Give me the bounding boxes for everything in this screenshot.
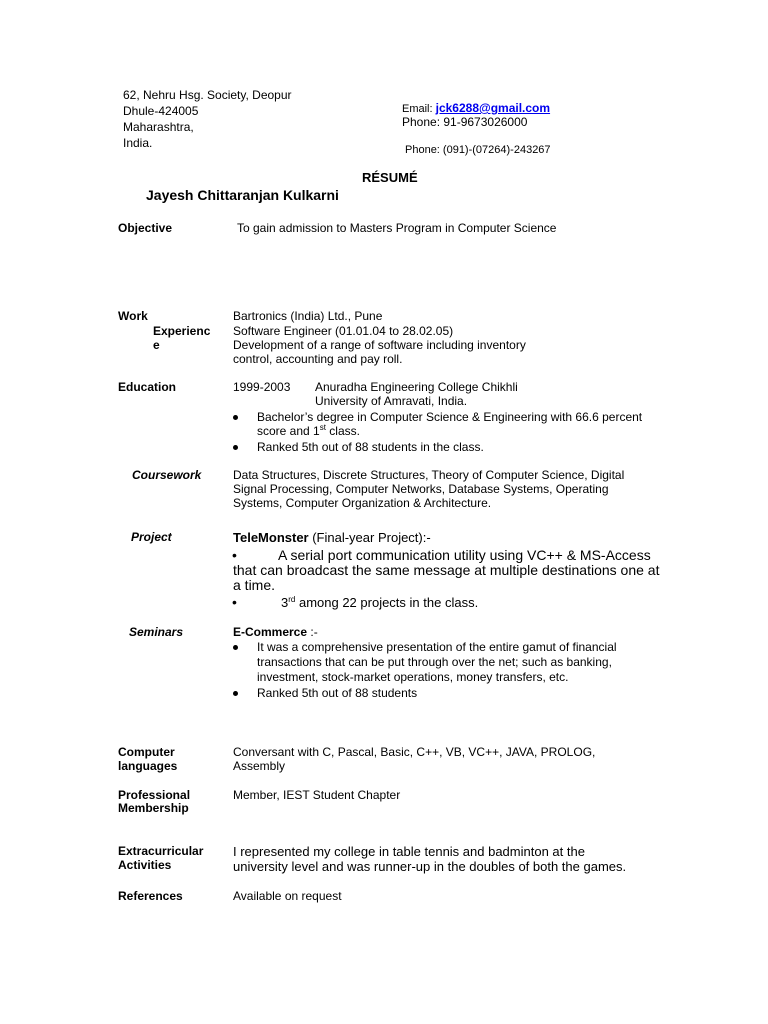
seminars-label: Seminars xyxy=(129,625,184,639)
seminar-bullet-1-line-3: investment, stock-market operations, money transfers, etc. xyxy=(257,670,569,684)
seminar-bullet-2: Ranked 5th out of 88 students xyxy=(257,686,418,700)
email-link[interactable]: jck6288@gmail.com xyxy=(435,101,551,115)
work-desc-2: control, accounting and pay roll. xyxy=(233,352,403,366)
languages-line-1: Conversant with C, Pascal, Basic, C++, VB, VC++, JAVA, PROLOG, xyxy=(233,745,596,759)
seminar-heading xyxy=(233,625,318,639)
phone-landline: Phone: (091)-(07264)-243267 xyxy=(405,144,551,156)
project-bullet-2-dot: • xyxy=(232,594,237,610)
languages-label-1: Computer xyxy=(118,745,175,759)
languages-line-2: Assembly xyxy=(233,759,286,773)
languages-label-2: languages xyxy=(118,759,178,773)
education-bullet-1-text-b: class. xyxy=(325,424,360,438)
address-line-3: Maharashtra, xyxy=(123,120,194,134)
seminar-bullet-1-line-2: transactions that can be put through over the net; such as banking, xyxy=(257,655,612,669)
seminar-topic: E-Commerce xyxy=(233,625,308,639)
education-bullet-1-line-1: Bachelor’s degree in Computer Science & Engineering with 66.6 percent xyxy=(257,410,643,424)
education-years: 1999-2003 xyxy=(233,380,291,394)
extracurricular-label-1: Extracurricular xyxy=(118,844,204,858)
superscript-rd: rd xyxy=(288,595,296,604)
project-bullet-2-text: among 22 projects in the class. xyxy=(295,595,479,610)
project-bullet-2-rank: 3 xyxy=(281,595,289,610)
education-bullet-2: Ranked 5th out of 88 students in the class. xyxy=(257,440,484,454)
objective-text: To gain admission to Masters Program in Computer Science xyxy=(237,221,557,235)
education-label: Education xyxy=(118,380,177,394)
project-label: Project xyxy=(131,530,172,544)
superscript-st: st xyxy=(319,423,326,432)
education-bullet-1-text-a: score and 1 xyxy=(257,424,320,438)
seminar-topic-suffix: :- xyxy=(307,625,318,639)
extracurricular-line-1: I represented my college in table tennis and badminton at the xyxy=(233,844,585,859)
education-bullet-1-line-2 xyxy=(257,424,360,438)
references-label: References xyxy=(118,889,183,903)
coursework-line-3: Systems, Computer Organization & Architecture. xyxy=(233,496,492,510)
education-college: Anuradha Engineering College Chikhli xyxy=(315,380,518,394)
work-company: Bartronics (India) Ltd., Pune xyxy=(233,309,383,323)
coursework-line-1: Data Structures, Discrete Structures, Theory of Computer Science, Digital xyxy=(233,468,625,482)
extracurricular-label-2: Activities xyxy=(118,858,172,872)
education-bullet-1 xyxy=(257,410,642,424)
work-label-1: Work xyxy=(118,309,148,323)
work-label-3: e xyxy=(153,338,160,352)
candidate-name: Jayesh Chittaranjan Kulkarni xyxy=(146,187,339,203)
seminar-bullet-1-line-1: It was a comprehensive presentation of the entire gamut of financial xyxy=(257,640,617,654)
coursework-line-2: Signal Processing, Computer Networks, Database Systems, Operating xyxy=(233,482,609,496)
membership-text: Member, IEST Student Chapter xyxy=(233,788,401,802)
extracurricular-line-2: university level and was runner-up in the doubles of both the games. xyxy=(233,859,627,874)
project-heading xyxy=(233,530,431,545)
coursework-label: Coursework xyxy=(132,468,202,482)
address-line-1: 62, Nehru Hsg. Society, Deopur xyxy=(123,88,292,102)
membership-label-2: Membership xyxy=(118,801,189,815)
work-label-2: Experienc xyxy=(153,324,211,338)
address-line-2: Dhule-424005 xyxy=(123,104,199,118)
work-role: Software Engineer (01.01.04 to 28.02.05) xyxy=(233,324,454,338)
objective-label: Objective xyxy=(118,221,173,235)
project-bullet-2 xyxy=(281,595,478,610)
project-bullet-1-line-1: A serial port communication utility using VC++ & MS-Access xyxy=(278,547,651,563)
references-text: Available on request xyxy=(233,889,342,903)
project-bullet-1-line-3: a time. xyxy=(233,577,276,593)
project-bullet-1-dot: • xyxy=(232,547,237,563)
membership-label-1: Professional xyxy=(118,788,191,802)
education-university: University of Amravati, India. xyxy=(315,394,468,408)
project-name-suffix: (Final-year Project):- xyxy=(308,530,431,545)
phone-mobile: Phone: 91-9673026000 xyxy=(402,115,528,129)
resume-title: RÉSUMÉ xyxy=(362,170,418,185)
work-desc-1: Development of a range of software including inventory xyxy=(233,338,526,352)
email-label: Email: xyxy=(402,103,436,115)
project-name: TeleMonster xyxy=(233,530,309,545)
project-bullet-1-line-2: that can broadcast the same message at multiple destinations one at xyxy=(233,562,660,578)
address-line-4: India. xyxy=(123,136,153,150)
